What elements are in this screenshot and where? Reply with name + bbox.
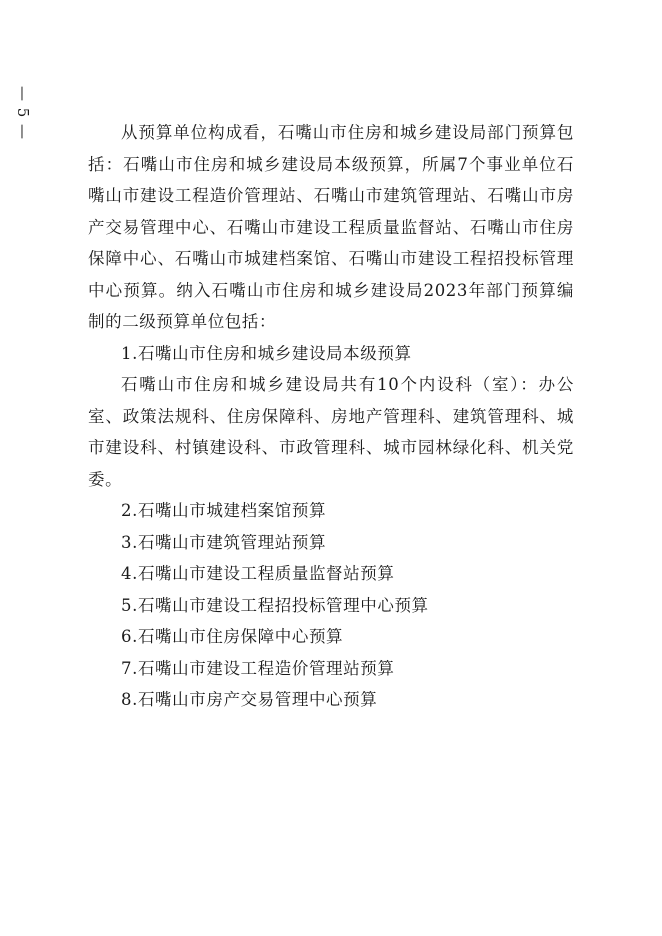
- list-item-4: 4.石嘴山市建设工程质量监督站预算: [121, 564, 395, 583]
- list-item-6: 6.石嘴山市住房保障中心预算: [121, 627, 344, 646]
- item-1-detail-paragraph: 石嘴山市住房和城乡建设局共有10个内设科（室）：办公室、政策法规科、住房保障科、房地产管理科、建筑管理科、城市建设科、村镇建设科、市政管理科、城市园林绿化科、机关党委。: [88, 375, 574, 489]
- list-item-7: 7.石嘴山市建设工程造价管理站预算: [121, 658, 395, 678]
- list-item-5: 5.石嘴山市建设工程招投标管理中心预算: [121, 595, 429, 615]
- intro-paragraph: 从预算单位构成看，石嘴山市住房和城乡建设局部门预算包括：石嘴山市住房和城乡建设局本级预算，所属7个事业单位石嘴山市建设工程造价管理站、石嘴山市建筑管理站、石嘴山市房产交易管理中心、石嘴山市建设工程质量监督站、石嘴山市住房保障中心、石嘴山市城建档案馆、石嘴山市建设工程招投标管理中心预算。纳入石嘴山市住房和城乡建设局2023年部门预算编制的二级预算单位包括：: [88, 123, 574, 331]
- list-item-3: 3.石嘴山市建筑管理站预算: [121, 532, 327, 552]
- list-item-8: 8.石嘴山市房产交易管理中心预算: [121, 690, 378, 709]
- page-number-text: — 5 —: [14, 85, 32, 141]
- page-number: [12, 84, 34, 142]
- list-item-2: 2.石嘴山市城建档案馆预算: [121, 501, 327, 520]
- list-item-1: 1.石嘴山市住房和城乡建设局本级预算: [121, 343, 412, 363]
- document-body: [88, 117, 574, 716]
